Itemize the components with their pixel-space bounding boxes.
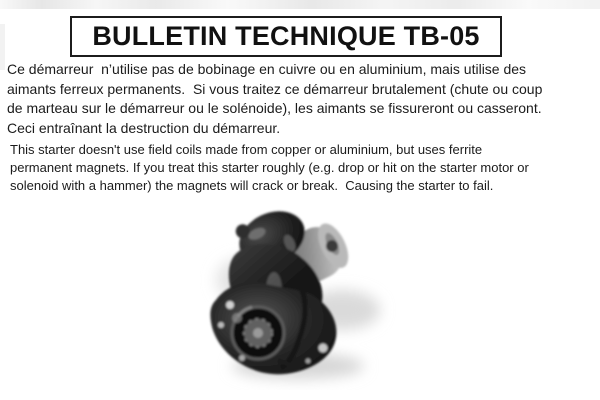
starter-motor-photo: [190, 198, 442, 390]
english-line-2: permanent magnets. If you treat this starter roughly (e.g. drop or hit on the starter motor or: [10, 160, 529, 175]
solenoid-terminal: [326, 240, 338, 252]
french-line-3: de marteau sur le démarreur ou le solénoide), les aimants se fissureront ou casseront.: [7, 100, 542, 116]
scan-artifact-top: [0, 0, 600, 9]
flange-speckle: [306, 359, 311, 364]
flange-speckle: [232, 313, 242, 323]
starter-motor-illustration: [190, 198, 442, 390]
bulletin-title: BULLETIN TECHNIQUE TB-05: [92, 21, 480, 51]
french-line-4: Ceci entraînant la destruction du démarreur.: [7, 119, 281, 136]
bolt-hole-highlight: [226, 301, 234, 309]
english-line-3: solenoid with a hammer) the magnets will crack or break. Causing the starter to fail.: [10, 178, 494, 193]
french-line-2: aimants ferreux permanents. Si vous traitez ce démarreur brutalement (chute ou coup: [7, 80, 543, 97]
flange-speckle: [239, 355, 245, 361]
french-paragraph: [7, 60, 542, 138]
english-line-1: This starter doesn't use field coils made from copper or aluminium, but uses ferrite: [10, 142, 483, 157]
flange-speckle: [218, 322, 224, 328]
english-paragraph: [10, 141, 529, 195]
scan-artifact-left: [0, 24, 5, 70]
bulletin-title-box: [70, 16, 502, 57]
french-line-1: Ce démarreur n’utilise pas de bobinage en cuivre ou en aluminium, mais utilise des: [7, 61, 527, 77]
bolt-hole-highlight: [319, 344, 328, 353]
